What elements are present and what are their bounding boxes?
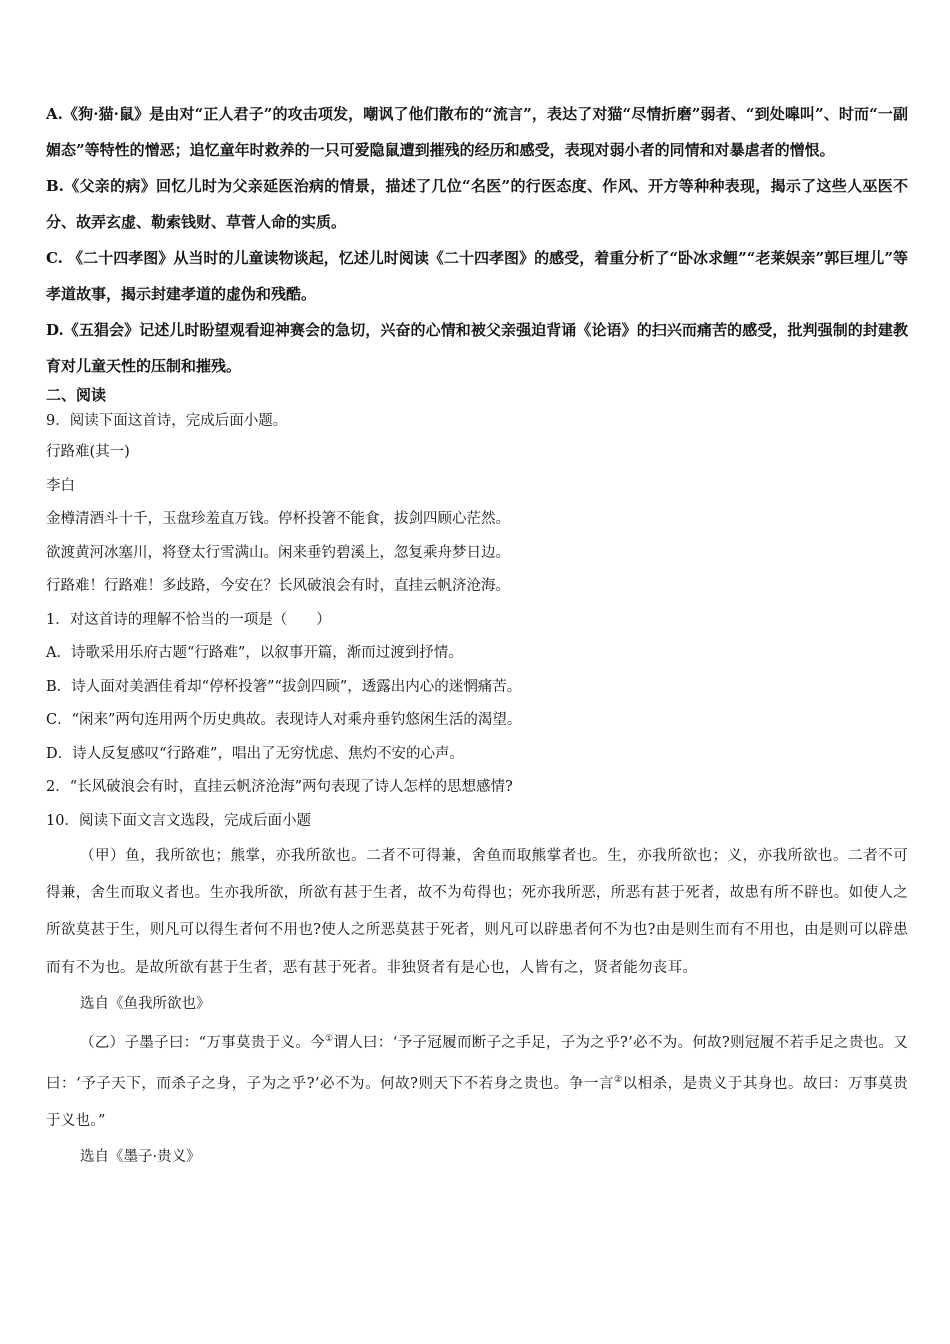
footnote-marker-1: ① [324, 1033, 334, 1044]
passage-yi-part1: （乙）子墨子曰：“万事莫贵于义。今 [80, 1034, 325, 1051]
option-c-text: C. 《二十四孝图》从当时的儿童读物谈起，忆述儿时阅读《二十四孝图》的感受，着重分析了“卧冰求鲤”“老莱娱亲”郭巨埋儿”等孝道故事，揭示封建孝道的虚伪和残酷。 [46, 249, 908, 303]
passage-yi-part2: 谓人曰：‘予子冠履而断子之手足，子为之乎?’必不为。何故?则冠履不若手足之贵也。又曰：‘予子天下，而杀子之身，子为之乎?’必不为。何故?则天下不若身之贵也。争一言 [46, 1034, 909, 1092]
q9-option-c: C．“闲来”两句连用两个历史典故。表现诗人对乘舟垂钓悠闲生活的渴望。 [46, 712, 522, 728]
option-d-text: D.《五猖会》记述儿时盼望观看迎神赛会的急切，兴奋的心情和被父亲强迫背诵《论语》的扫兴而痛苦的感受，批判强制的封建教育对儿童天性的压制和摧残。 [46, 321, 908, 375]
q9-option-a: A．诗歌采用乐府古题“行路难”，以叙事开篇，渐而过渡到抒情。 [46, 645, 463, 661]
poem-line: 金樽清酒斗十千，玉盘珍羞直万钱。停杯投箸不能食，拔剑四顾心茫然。 [46, 511, 510, 527]
poem-author: 李白 [46, 477, 75, 494]
poem-line: 欲渡黄河冰塞川，将登太行雪满山。闲来垂钓碧溪上，忽复乘舟梦日边。 [46, 544, 510, 561]
q9-prompt: 9．阅读下面这首诗，完成后面小题。 [46, 413, 288, 429]
document-page [46, 96, 908, 1174]
q9-option-d: D．诗人反复感叹“行路难”，唱出了无穷忧虑、焦灼不安的心声。 [46, 745, 464, 762]
q9-sub1: 1．对这首诗的理解不恰当的一项是（ ） [46, 611, 331, 628]
poem-title: 行路难(其一) [46, 444, 130, 460]
passage-jia-source: 选自《鱼我所欲也》 [80, 995, 211, 1012]
poem-line: 行路难！行路难！多歧路，今安在？长风破浪会有时，直挂云帆济沧海。 [46, 578, 510, 594]
passage-yi-part3: 以相杀，是贵义于其身也。故曰：万事莫贵于义也。” [46, 1075, 908, 1129]
passage-yi-source: 选自《墨子·贵义》 [80, 1149, 201, 1166]
option-a-text: A.《狗·猫·鼠》是由对“正人君子”的攻击项发，嘲讽了他们散布的“流言”，表达了对猫“尽情折磨”弱者、“到处嗥叫”、时而“一副媚态”等特性的憎恶；追忆童年时救养的一只可爱隐鼠遭到摧残的经历和感受，表现对弱小者的同情和对暴虐者的憎恨。 [46, 105, 908, 159]
footnote-marker-2: ② [613, 1074, 623, 1085]
passage-jia: （甲）鱼，我所欲也；熊掌，亦我所欲也。二者不可得兼，舍鱼而取熊掌者也。生，亦我所欲也；义，亦我所欲也。二者不可得兼，舍生而取义者也。生亦我所欲，所欲有甚于生者，故不为苟得也；死亦我所恶，所恶有甚于死者，故患有所不辟也。如使人之所欲莫甚于生，则凡可以得生者何不用也?使人之所恶莫甚于死者，则凡可以辟患者何不为也?由是则生而有不用也，由是则可以辟患而有不为也。是故所欲有甚于生者，恶有甚于死者。非独贤者有是心也，人皆有之，贤者能勿丧耳。 [46, 848, 908, 976]
option-b-text: B.《父亲的病》回忆儿时为父亲延医治病的情景，描述了几位“名医”的行医态度、作风、开方等种种表现，揭示了这些人巫医不分、故弄玄虚、勒索钱财、草菅人命的实质。 [46, 177, 908, 231]
section-heading: 二、阅读 [46, 386, 107, 404]
q10-prompt: 10．阅读下面文言文选段，完成后面小题 [46, 812, 311, 829]
q9-sub2: 2．“长风破浪会有时，直挂云帆济沧海”两句表现了诗人怎样的思想感情? [46, 779, 513, 795]
passage-yi [46, 1021, 908, 1140]
q9-option-b: B．诗人面对美酒佳肴却“停杯投箸”“拔剑四顾”，透露出内心的迷惘痛苦。 [46, 678, 522, 695]
